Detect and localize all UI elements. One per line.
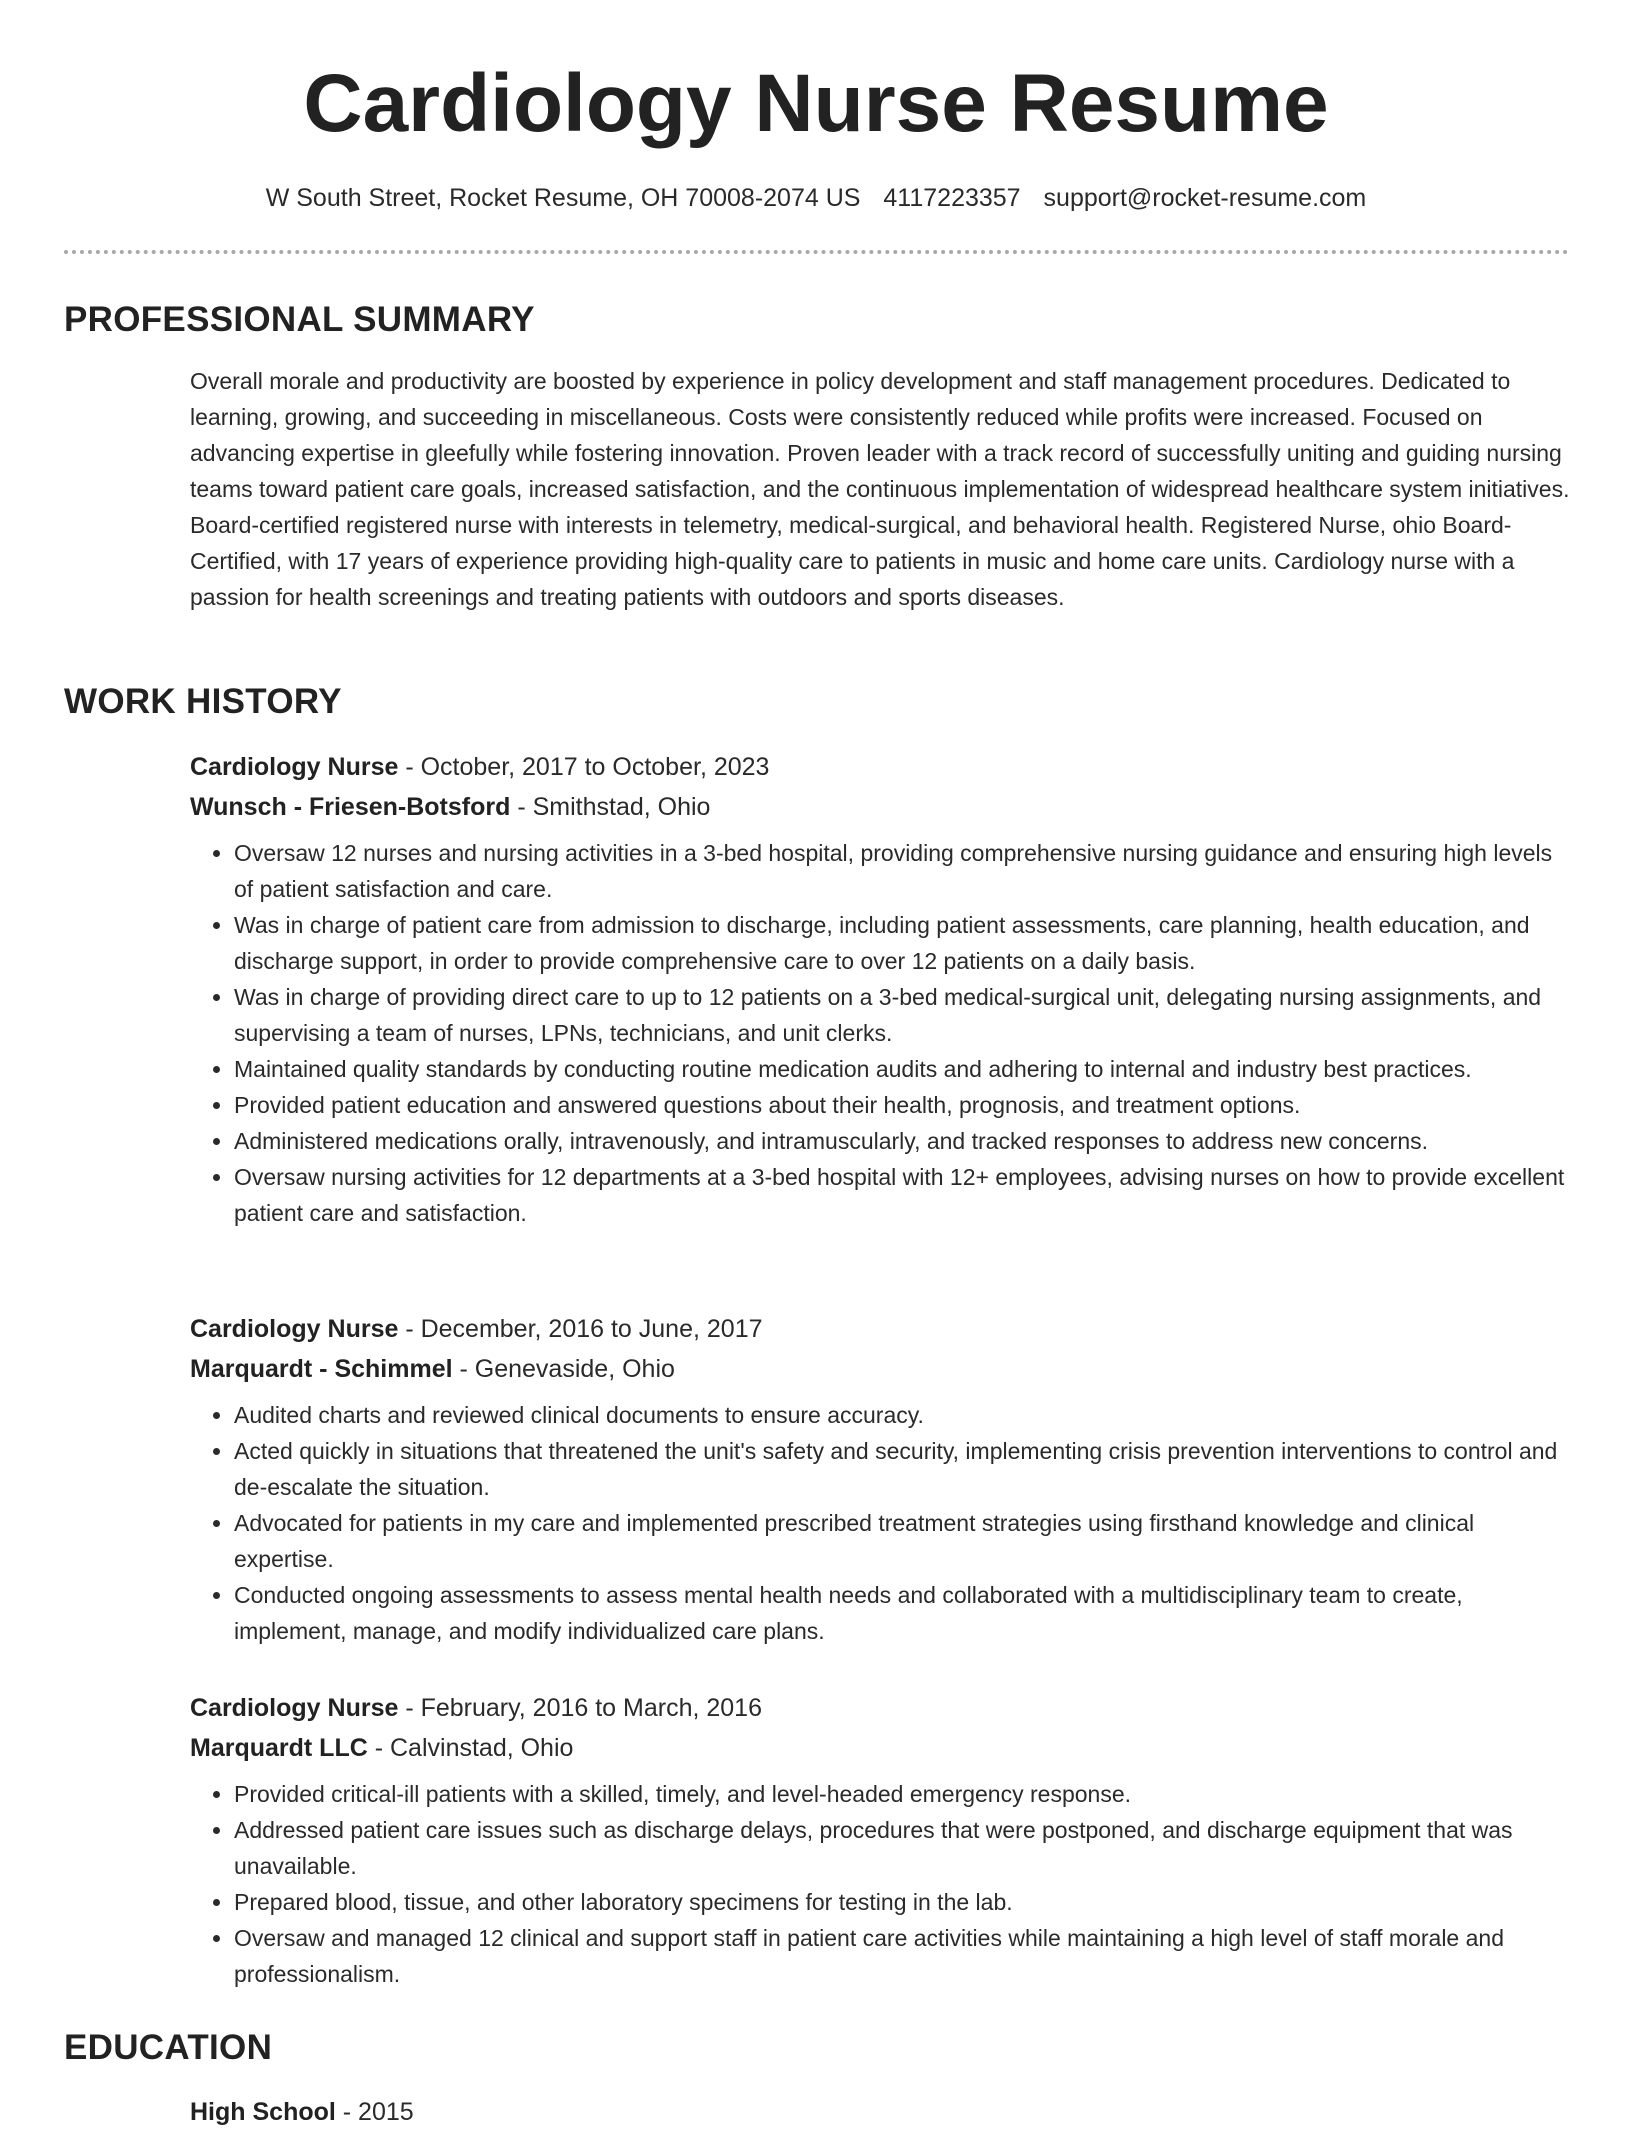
- job-employer-line: [190, 1349, 1570, 1389]
- job-bullets: [190, 1397, 1570, 1649]
- job-entry: [190, 1688, 1570, 1992]
- section-title-work-history: WORK HISTORY: [64, 682, 342, 721]
- job-bullets: [190, 1776, 1570, 1992]
- job-dates: - October, 2017 to October, 2023: [398, 753, 770, 781]
- education-degree: High School: [190, 2098, 336, 2126]
- job-company: Wunsch - Friesen-Botsford: [190, 793, 511, 821]
- job-bullet: • Prepared blood, tissue, and other laboratory specimens for testing in the lab.: [234, 1884, 1570, 1920]
- job-bullet: • Oversaw nursing activities for 12 departments at a 3-bed hospital with 12+ employees, advising nurses on how to provide excellent patient care and satisfaction.: [234, 1159, 1570, 1231]
- job-title-line: [190, 1309, 1570, 1349]
- resume-title: Cardiology Nurse Resume: [303, 58, 1329, 149]
- education-year: - 2015: [335, 2098, 414, 2126]
- job-entry: [190, 1309, 1570, 1649]
- job-entry: [190, 747, 1570, 1231]
- section-title-summary: PROFESSIONAL SUMMARY: [64, 300, 535, 339]
- email-text: support@rocket-resume.com: [1043, 184, 1367, 212]
- job-company: Marquardt LLC: [190, 1734, 368, 1762]
- phone-text: 4117223357: [883, 184, 1021, 212]
- job-location: - Smithstad, Ohio: [510, 793, 711, 821]
- job-bullet: • Conducted ongoing assessments to assess mental health needs and collaborated with a multidisciplinary team to create, implement, manage, and modify individualized care plans.: [234, 1577, 1570, 1649]
- job-bullet: • Provided critical-ill patients with a skilled, timely, and level-headed emergency response.: [234, 1776, 1570, 1812]
- job-bullet: • Was in charge of providing direct care to up to 12 patients on a 3-bed medical-surgical unit, delegating nursing assignments, and supervising a team of nurses, LPNs, technicians, and unit clerks.: [234, 979, 1570, 1051]
- header-divider: [64, 250, 1569, 254]
- job-employer-line: [190, 787, 1570, 827]
- job-bullet: • Advocated for patients in my care and implemented prescribed treatment strategies using firsthand knowledge and clinical expertise.: [234, 1505, 1570, 1577]
- job-title-line: [190, 1688, 1570, 1728]
- job-location: - Calvinstad, Ohio: [367, 1734, 574, 1762]
- job-dates: - February, 2016 to March, 2016: [398, 1694, 762, 1722]
- job-company: Marquardt - Schimmel: [190, 1355, 453, 1383]
- job-title-line: [190, 747, 1570, 787]
- section-title-education: EDUCATION: [64, 2028, 273, 2067]
- job-role: Cardiology Nurse: [190, 1694, 399, 1722]
- education-entry: [190, 2094, 414, 2130]
- job-bullet: • Audited charts and reviewed clinical documents to ensure accuracy.: [234, 1397, 1570, 1433]
- address-text: W South Street, Rocket Resume, OH 70008-2074 US: [265, 184, 861, 212]
- job-bullet: • Maintained quality standards by conducting routine medication audits and adhering to internal and industry best practices.: [234, 1051, 1570, 1087]
- job-bullet: • Oversaw and managed 12 clinical and support staff in patient care activities while maintaining a high level of staff morale and professionalism.: [234, 1920, 1570, 1992]
- job-dates: - December, 2016 to June, 2017: [398, 1315, 763, 1343]
- job-bullet: • Was in charge of patient care from admission to discharge, including patient assessments, care planning, health education, and discharge support, in order to provide comprehensive care to over 12 patients on a daily basis.: [234, 907, 1570, 979]
- job-location: - Genevaside, Ohio: [452, 1355, 675, 1383]
- contact-line: [0, 180, 1632, 216]
- job-employer-line: [190, 1728, 1570, 1768]
- job-bullet: • Acted quickly in situations that threatened the unit's safety and security, implementing crisis prevention interventions to control and de-escalate the situation.: [234, 1433, 1570, 1505]
- summary-text: Overall morale and productivity are boosted by experience in policy development and staff management procedures. Dedicated to learning, growing, and succeeding in miscellaneous. Costs were consistently reduced while profits were increased. Focused on advancing expertise in gleefully while fostering innovation. Proven leader with a track record of successfully uniting and guiding nursing teams toward patient care goals, increased satisfaction, and the continuous implementation of widespread healthcare system initiatives. Board-certified registered nurse with interests in telemetry, medical-surgical, and behavioral health. Registered Nurse, ohio Board-Certified, with 17 years of experience providing high-quality care to patients in music and home care units. Cardiology nurse with a passion for health screenings and treating patients with outdoors and sports diseases.: [190, 368, 1570, 610]
- job-bullet: • Administered medications orally, intravenously, and intramuscularly, and tracked responses to address new concerns.: [234, 1123, 1570, 1159]
- job-bullet: • Oversaw 12 nurses and nursing activities in a 3-bed hospital, providing comprehensive nursing guidance and ensuring high levels of patient satisfaction and care.: [234, 835, 1570, 907]
- job-bullets: [190, 835, 1570, 1231]
- job-bullet: • Addressed patient care issues such as discharge delays, procedures that were postponed, and discharge equipment that was unavailable.: [234, 1812, 1570, 1884]
- job-role: Cardiology Nurse: [190, 753, 399, 781]
- job-bullet: • Provided patient education and answered questions about their health, prognosis, and treatment options.: [234, 1087, 1570, 1123]
- job-role: Cardiology Nurse: [190, 1315, 399, 1343]
